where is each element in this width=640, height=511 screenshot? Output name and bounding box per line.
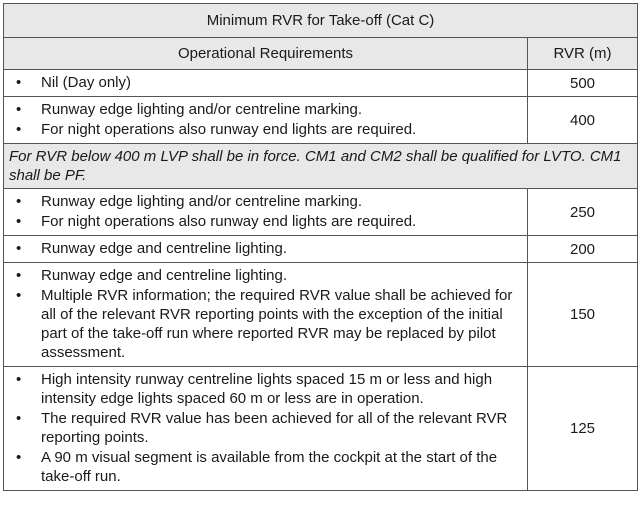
table-title: Minimum RVR for Take-off (Cat C) <box>4 4 638 38</box>
rvr-value: 400 <box>528 97 638 144</box>
requirement-item <box>10 239 521 258</box>
rvr-value: 500 <box>528 70 638 97</box>
requirement-item <box>10 370 521 408</box>
requirements-list <box>10 100 521 139</box>
requirement-text: For night operations also runway end lights are required. <box>41 213 417 230</box>
requirements-cell <box>4 189 528 236</box>
bullet-icon: • <box>16 287 22 304</box>
bullet-icon: • <box>16 267 22 284</box>
requirements-cell <box>4 367 528 491</box>
requirement-item <box>10 73 521 92</box>
bullet-icon: • <box>16 213 22 230</box>
requirements-list <box>10 73 521 92</box>
table-row <box>4 189 638 236</box>
requirements-list <box>10 266 521 362</box>
requirement-item <box>10 266 521 285</box>
requirement-text: For night operations also runway end lights are required. <box>41 121 417 138</box>
rvr-value: 150 <box>528 263 638 367</box>
bullet-icon: • <box>16 121 22 138</box>
bullet-icon: • <box>16 371 22 388</box>
bullet-icon: • <box>16 240 22 257</box>
table-row <box>4 236 638 263</box>
requirements-list <box>10 370 521 486</box>
requirement-text: A 90 m visual segment is available from the cockpit at the start of the take-off run. <box>41 449 498 485</box>
table-row <box>4 97 638 144</box>
requirement-text: The required RVR value has been achieved for all of the relevant RVR reporting points. <box>41 410 508 446</box>
bullet-icon: • <box>16 410 22 427</box>
requirement-item <box>10 212 521 231</box>
requirement-item <box>10 286 521 362</box>
bullet-icon: • <box>16 449 22 466</box>
lvp-note: For RVR below 400 m LVP shall be in force. CM1 and CM2 shall be qualified for LVTO. CM1 shall be PF. <box>4 144 638 189</box>
table-row <box>4 367 638 491</box>
requirement-item <box>10 192 521 211</box>
requirement-item <box>10 448 521 486</box>
table-row <box>4 70 638 97</box>
rvr-value: 250 <box>528 189 638 236</box>
requirements-cell <box>4 70 528 97</box>
column-header-rvr: RVR (m) <box>528 38 638 70</box>
requirement-text: High intensity runway centreline lights spaced 15 m or less and high intensity edge lights spaced 60 m or less are in operation. <box>41 371 493 407</box>
requirement-item <box>10 100 521 119</box>
requirements-list <box>10 192 521 231</box>
bullet-icon: • <box>16 74 22 91</box>
requirement-item <box>10 120 521 139</box>
rvr-value: 125 <box>528 367 638 491</box>
requirements-cell <box>4 97 528 144</box>
rvr-table <box>3 3 638 491</box>
rvr-value: 200 <box>528 236 638 263</box>
requirement-item <box>10 409 521 447</box>
bullet-icon: • <box>16 101 22 118</box>
requirement-text: Runway edge lighting and/or centreline marking. <box>41 193 363 210</box>
header-row <box>4 38 638 70</box>
requirements-list <box>10 239 521 258</box>
requirement-text: Multiple RVR information; the required RVR value shall be achieved for all of the relevant RVR reporting points with the exception of the initial part of the take-off run where reported RVR may be replaced by pilot assessment. <box>41 287 513 361</box>
column-header-requirements: Operational Requirements <box>4 38 528 70</box>
requirement-text: Runway edge and centreline lighting. <box>41 267 287 284</box>
note-row <box>4 144 638 189</box>
bullet-icon: • <box>16 193 22 210</box>
requirements-cell <box>4 236 528 263</box>
requirements-cell <box>4 263 528 367</box>
title-row <box>4 4 638 38</box>
requirement-text: Runway edge and centreline lighting. <box>41 240 287 257</box>
requirement-text: Runway edge lighting and/or centreline marking. <box>41 101 363 118</box>
requirement-text: Nil (Day only) <box>41 74 132 91</box>
table-row <box>4 263 638 367</box>
